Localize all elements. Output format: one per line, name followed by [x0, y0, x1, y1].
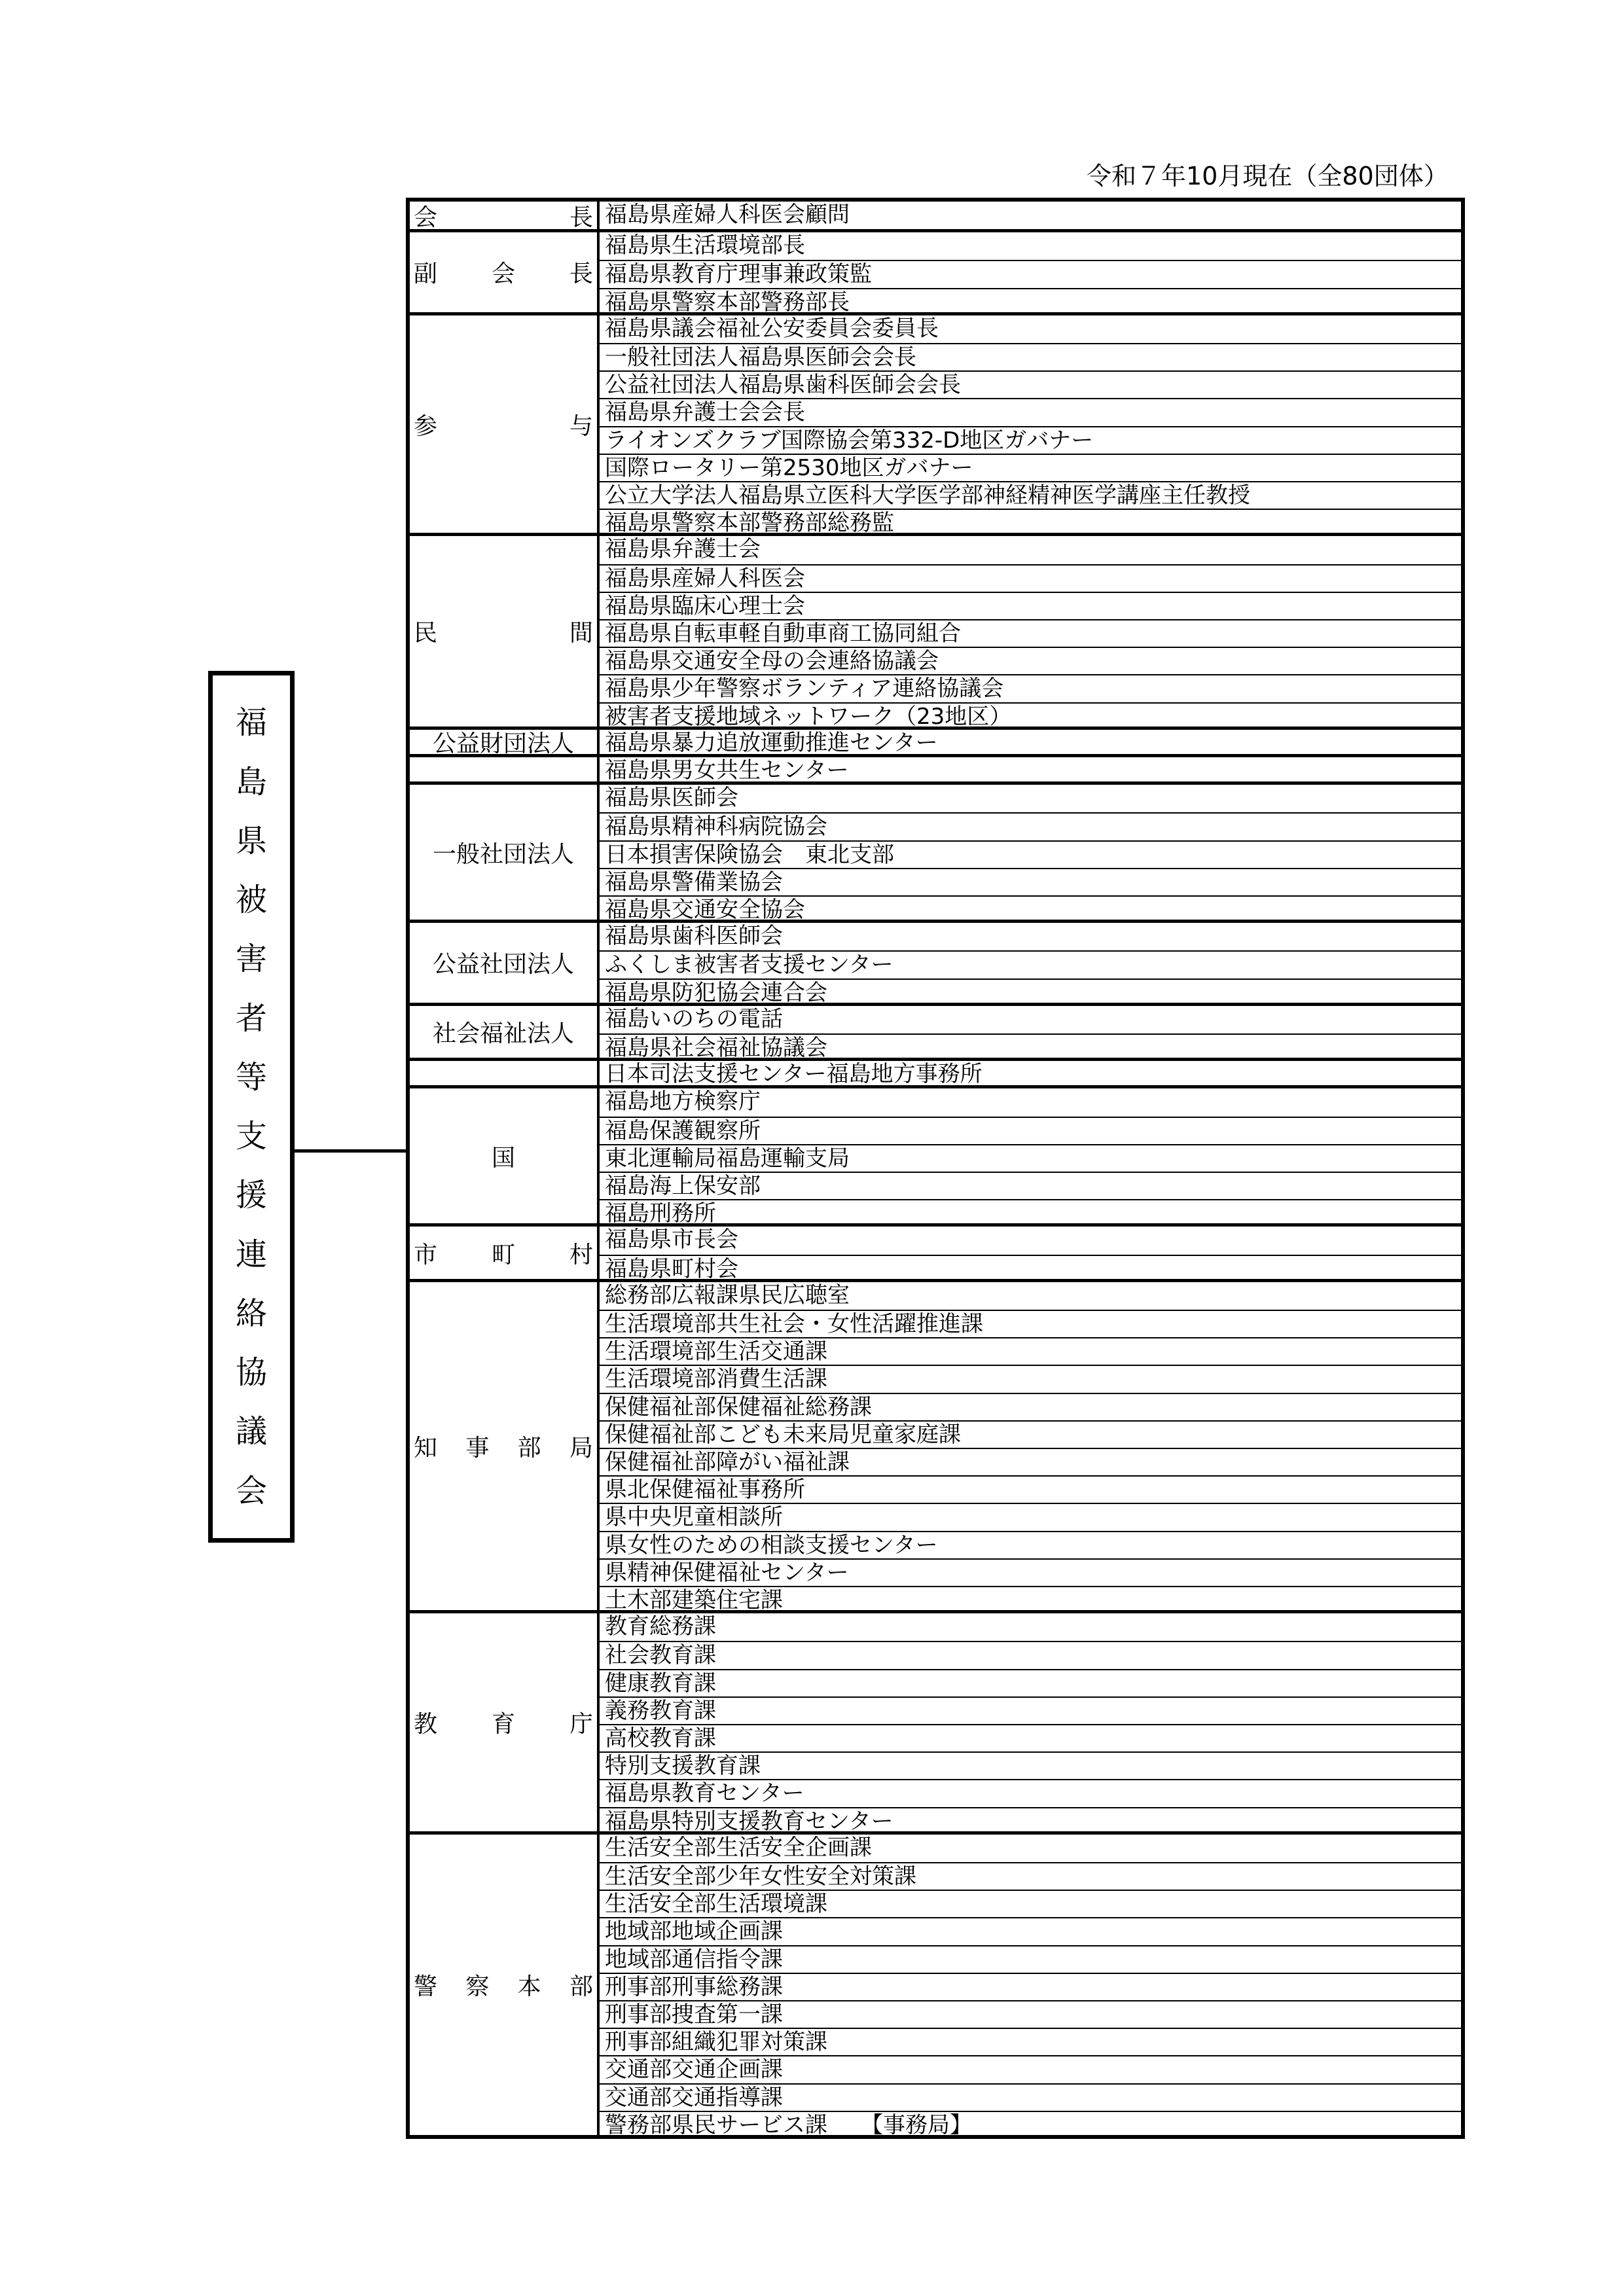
category-label: 長 [569, 204, 593, 231]
member-row: 県精神保健福祉センター [600, 1558, 1461, 1586]
group-category [410, 536, 600, 726]
member-row: 総務部広報課県民広聴室 [605, 1282, 850, 1308]
member-row: 日本損害保険協会 東北支部 [600, 840, 1461, 868]
group-category [410, 232, 600, 312]
member-row: 福島県生活環境部長 [605, 232, 805, 259]
member-row: 東北運輸局福島運輸支局 [600, 1144, 1461, 1172]
member-group [410, 781, 1461, 923]
category-label: 本 [517, 1973, 541, 2000]
member-row: 警務部県民サービス課 【事務局】 [600, 2111, 1461, 2138]
member-row: 公立大学法人福島県立医科大学医学部神経精神医学講座主任教授 [600, 481, 1461, 509]
category-label: 間 [569, 620, 593, 647]
connector-line [295, 1149, 406, 1153]
group-category [410, 757, 600, 781]
member-row: 福島県歯科医師会 [605, 923, 783, 950]
member-group [410, 1279, 1461, 1613]
group-category [410, 1282, 600, 1610]
organization-name-char: 県 [235, 822, 267, 859]
organization-name-char: 絡 [235, 1295, 267, 1332]
member-row: 保健福祉部障がい福祉課 [600, 1448, 1461, 1475]
category-label: 副 [414, 260, 438, 288]
organization-name-char: 島 [235, 763, 267, 800]
category-label: 部 [569, 1973, 593, 2000]
member-row: 福島県警備業協会 [600, 868, 1461, 895]
group-category [410, 315, 600, 533]
member-row: 福島県弁護士会会長 [600, 398, 1461, 425]
member-group [410, 229, 1461, 315]
member-group [410, 920, 1461, 1006]
member-row: 福島県市長会 [605, 1227, 738, 1253]
member-row: ライオンズクラブ国際協会第332-D地区ガバナー [600, 426, 1461, 454]
member-row: 特別支援教育課 [600, 1751, 1461, 1779]
organization-name-char: 福 [235, 704, 267, 742]
member-row: 土木部建築住宅課 [600, 1586, 1461, 1613]
organization-name-char: 等 [235, 1058, 267, 1096]
member-row: 福島県弁護士会 [605, 536, 761, 563]
member-row: 福島県自転車軽自動車商工協同組合 [600, 619, 1461, 647]
category-label: 国 [491, 1144, 515, 1172]
category-label: 会 [491, 260, 515, 288]
member-row: 県北保健福祉事務所 [600, 1475, 1461, 1503]
member-row: 保健福祉部こども未来局児童家庭課 [600, 1420, 1461, 1448]
category-label: 部 [517, 1434, 541, 1462]
member-row: 刑事部組織犯罪対策課 [600, 2028, 1461, 2055]
group-category [410, 1061, 600, 1085]
category-label: 一般社団法人 [432, 840, 574, 868]
category-label: 長 [569, 260, 593, 288]
member-row: 福島県臨床心理士会 [600, 592, 1461, 619]
member-row: ふくしま被害者支援センター [600, 950, 1461, 978]
member-row: 国際ロータリー第2530地区ガバナー [600, 454, 1461, 481]
member-row: 福島県交通安全母の会連絡協議会 [600, 647, 1461, 674]
member-row: 生活環境部生活交通課 [600, 1337, 1461, 1365]
member-row: 福島県社会福祉協議会 [600, 1033, 1461, 1061]
member-row: 福島県教育センター [600, 1779, 1461, 1806]
category-label: 局 [569, 1434, 593, 1462]
organization-name-char: 害 [235, 941, 267, 978]
member-row: 一般社団法人福島県医師会会長 [600, 343, 1461, 370]
member-row: 福島県医師会 [605, 785, 738, 812]
member-group [410, 1085, 1461, 1227]
group-category [410, 785, 600, 920]
category-label: 庁 [569, 1710, 593, 1738]
member-row: 福島いのちの電話 [605, 1005, 783, 1032]
member-group [410, 1058, 1461, 1088]
member-row: 福島海上保安部 [600, 1172, 1461, 1199]
organization-name-char: 援 [235, 1177, 267, 1214]
member-row: 福島県交通安全協会 [600, 895, 1461, 923]
member-row: 日本司法支援センター福島地方事務所 [605, 1061, 983, 1088]
category-label: 教 [414, 1710, 438, 1738]
organization-name-char: 支 [235, 1118, 267, 1155]
member-row: 教育総務課 [605, 1613, 716, 1640]
member-row: 交通部交通指導課 [600, 2083, 1461, 2111]
member-table [406, 198, 1465, 2139]
member-row: 生活環境部消費生活課 [600, 1365, 1461, 1392]
member-row: 社会教育課 [600, 1641, 1461, 1668]
member-row: 福島県議会福祉公安委員会委員長 [605, 315, 939, 342]
category-label: 会 [414, 204, 438, 231]
category-label: 事 [465, 1434, 490, 1462]
member-row: 福島県警察本部警務部総務監 [600, 509, 1461, 536]
member-row: 地域部通信指令課 [600, 1945, 1461, 1973]
member-row: 福島県防犯協会連合会 [600, 978, 1461, 1006]
member-row: 福島県産婦人科医会顧問 [605, 202, 850, 228]
category-label: 警 [414, 1973, 438, 2000]
category-label: 公益財団法人 [432, 730, 574, 757]
member-row: 健康教育課 [600, 1669, 1461, 1696]
group-category [410, 923, 600, 1003]
member-row: 県中央児童相談所 [600, 1503, 1461, 1530]
member-row: 生活安全部生活環境課 [600, 1890, 1461, 1917]
member-row: 福島県男女共生センター [605, 757, 849, 783]
organization-name-char: 連 [235, 1236, 267, 1273]
category-label: 社会福祉法人 [432, 1020, 574, 1047]
group-category [410, 202, 600, 229]
member-row: 福島県産婦人科医会 [600, 564, 1461, 592]
organization-name-box [208, 671, 295, 1543]
member-row: 福島刑務所 [600, 1199, 1461, 1227]
member-row: 福島保護観察所 [600, 1117, 1461, 1144]
category-label: 民 [414, 620, 438, 647]
member-row: 義務教育課 [600, 1696, 1461, 1724]
category-label: 知 [414, 1434, 438, 1462]
organization-name-char: 者 [235, 999, 267, 1037]
category-label: 市 [414, 1241, 438, 1268]
category-label: 察 [465, 1973, 490, 2000]
member-row: 県女性のための相談支援センター [600, 1531, 1461, 1558]
member-row: 福島県精神科病院協会 [600, 812, 1461, 840]
member-row: 福島県少年警察ボランティア連絡協議会 [600, 674, 1461, 702]
date-note: 令和７年10月現在（全80団体） [1087, 162, 1449, 190]
group-category [410, 730, 600, 757]
member-row: 福島県町村会 [600, 1255, 1461, 1282]
member-group [410, 726, 1461, 757]
member-group [410, 1831, 1461, 2138]
member-group [410, 1003, 1461, 1061]
member-row: 刑事部刑事総務課 [600, 1973, 1461, 2000]
member-row: 福島地方検察庁 [605, 1088, 761, 1115]
group-category [410, 1227, 600, 1278]
member-row: 公益社団法人福島県歯科医師会会長 [600, 370, 1461, 398]
category-label: 育 [491, 1710, 515, 1738]
organization-name-char: 議 [235, 1413, 267, 1450]
member-row: 生活安全部生活安全企画課 [605, 1834, 872, 1861]
member-row: 保健福祉部保健福祉総務課 [600, 1393, 1461, 1420]
member-group [410, 312, 1461, 537]
member-group [410, 754, 1461, 781]
group-category [410, 1088, 600, 1223]
member-row: 福島県警察本部警務部長 [600, 288, 1461, 315]
member-row: 交通部交通企画課 [600, 2055, 1461, 2083]
member-row: 被害者支援地域ネットワーク（23地区） [600, 702, 1461, 730]
member-row: 福島県教育庁理事兼政策監 [600, 260, 1461, 287]
member-group [410, 533, 1461, 730]
category-label: 公益社団法人 [432, 951, 574, 978]
category-label: 与 [569, 412, 593, 440]
member-row: 高校教育課 [600, 1724, 1461, 1751]
category-label: 町 [491, 1241, 515, 1268]
member-row: 刑事部捜査第一課 [600, 2000, 1461, 2028]
member-row: 地域部地域企画課 [600, 1917, 1461, 1945]
group-category [410, 1835, 600, 2135]
member-row: 生活安全部少年女性安全対策課 [600, 1862, 1461, 1890]
organization-name-char: 被 [235, 882, 267, 919]
member-group [410, 1610, 1461, 1835]
group-category [410, 1006, 600, 1058]
member-group [410, 1223, 1461, 1282]
member-row: 生活環境部共生社会・女性活躍推進課 [600, 1310, 1461, 1337]
organization-name-char: 会 [235, 1472, 267, 1509]
member-row: 福島県暴力追放運動推進センター [605, 729, 938, 756]
category-label: 参 [414, 412, 438, 440]
member-group [410, 202, 1461, 229]
group-category [410, 1613, 600, 1831]
category-label: 村 [569, 1241, 593, 1268]
member-row: 福島県特別支援教育センター [600, 1807, 1461, 1835]
organization-name-char: 協 [235, 1354, 267, 1391]
